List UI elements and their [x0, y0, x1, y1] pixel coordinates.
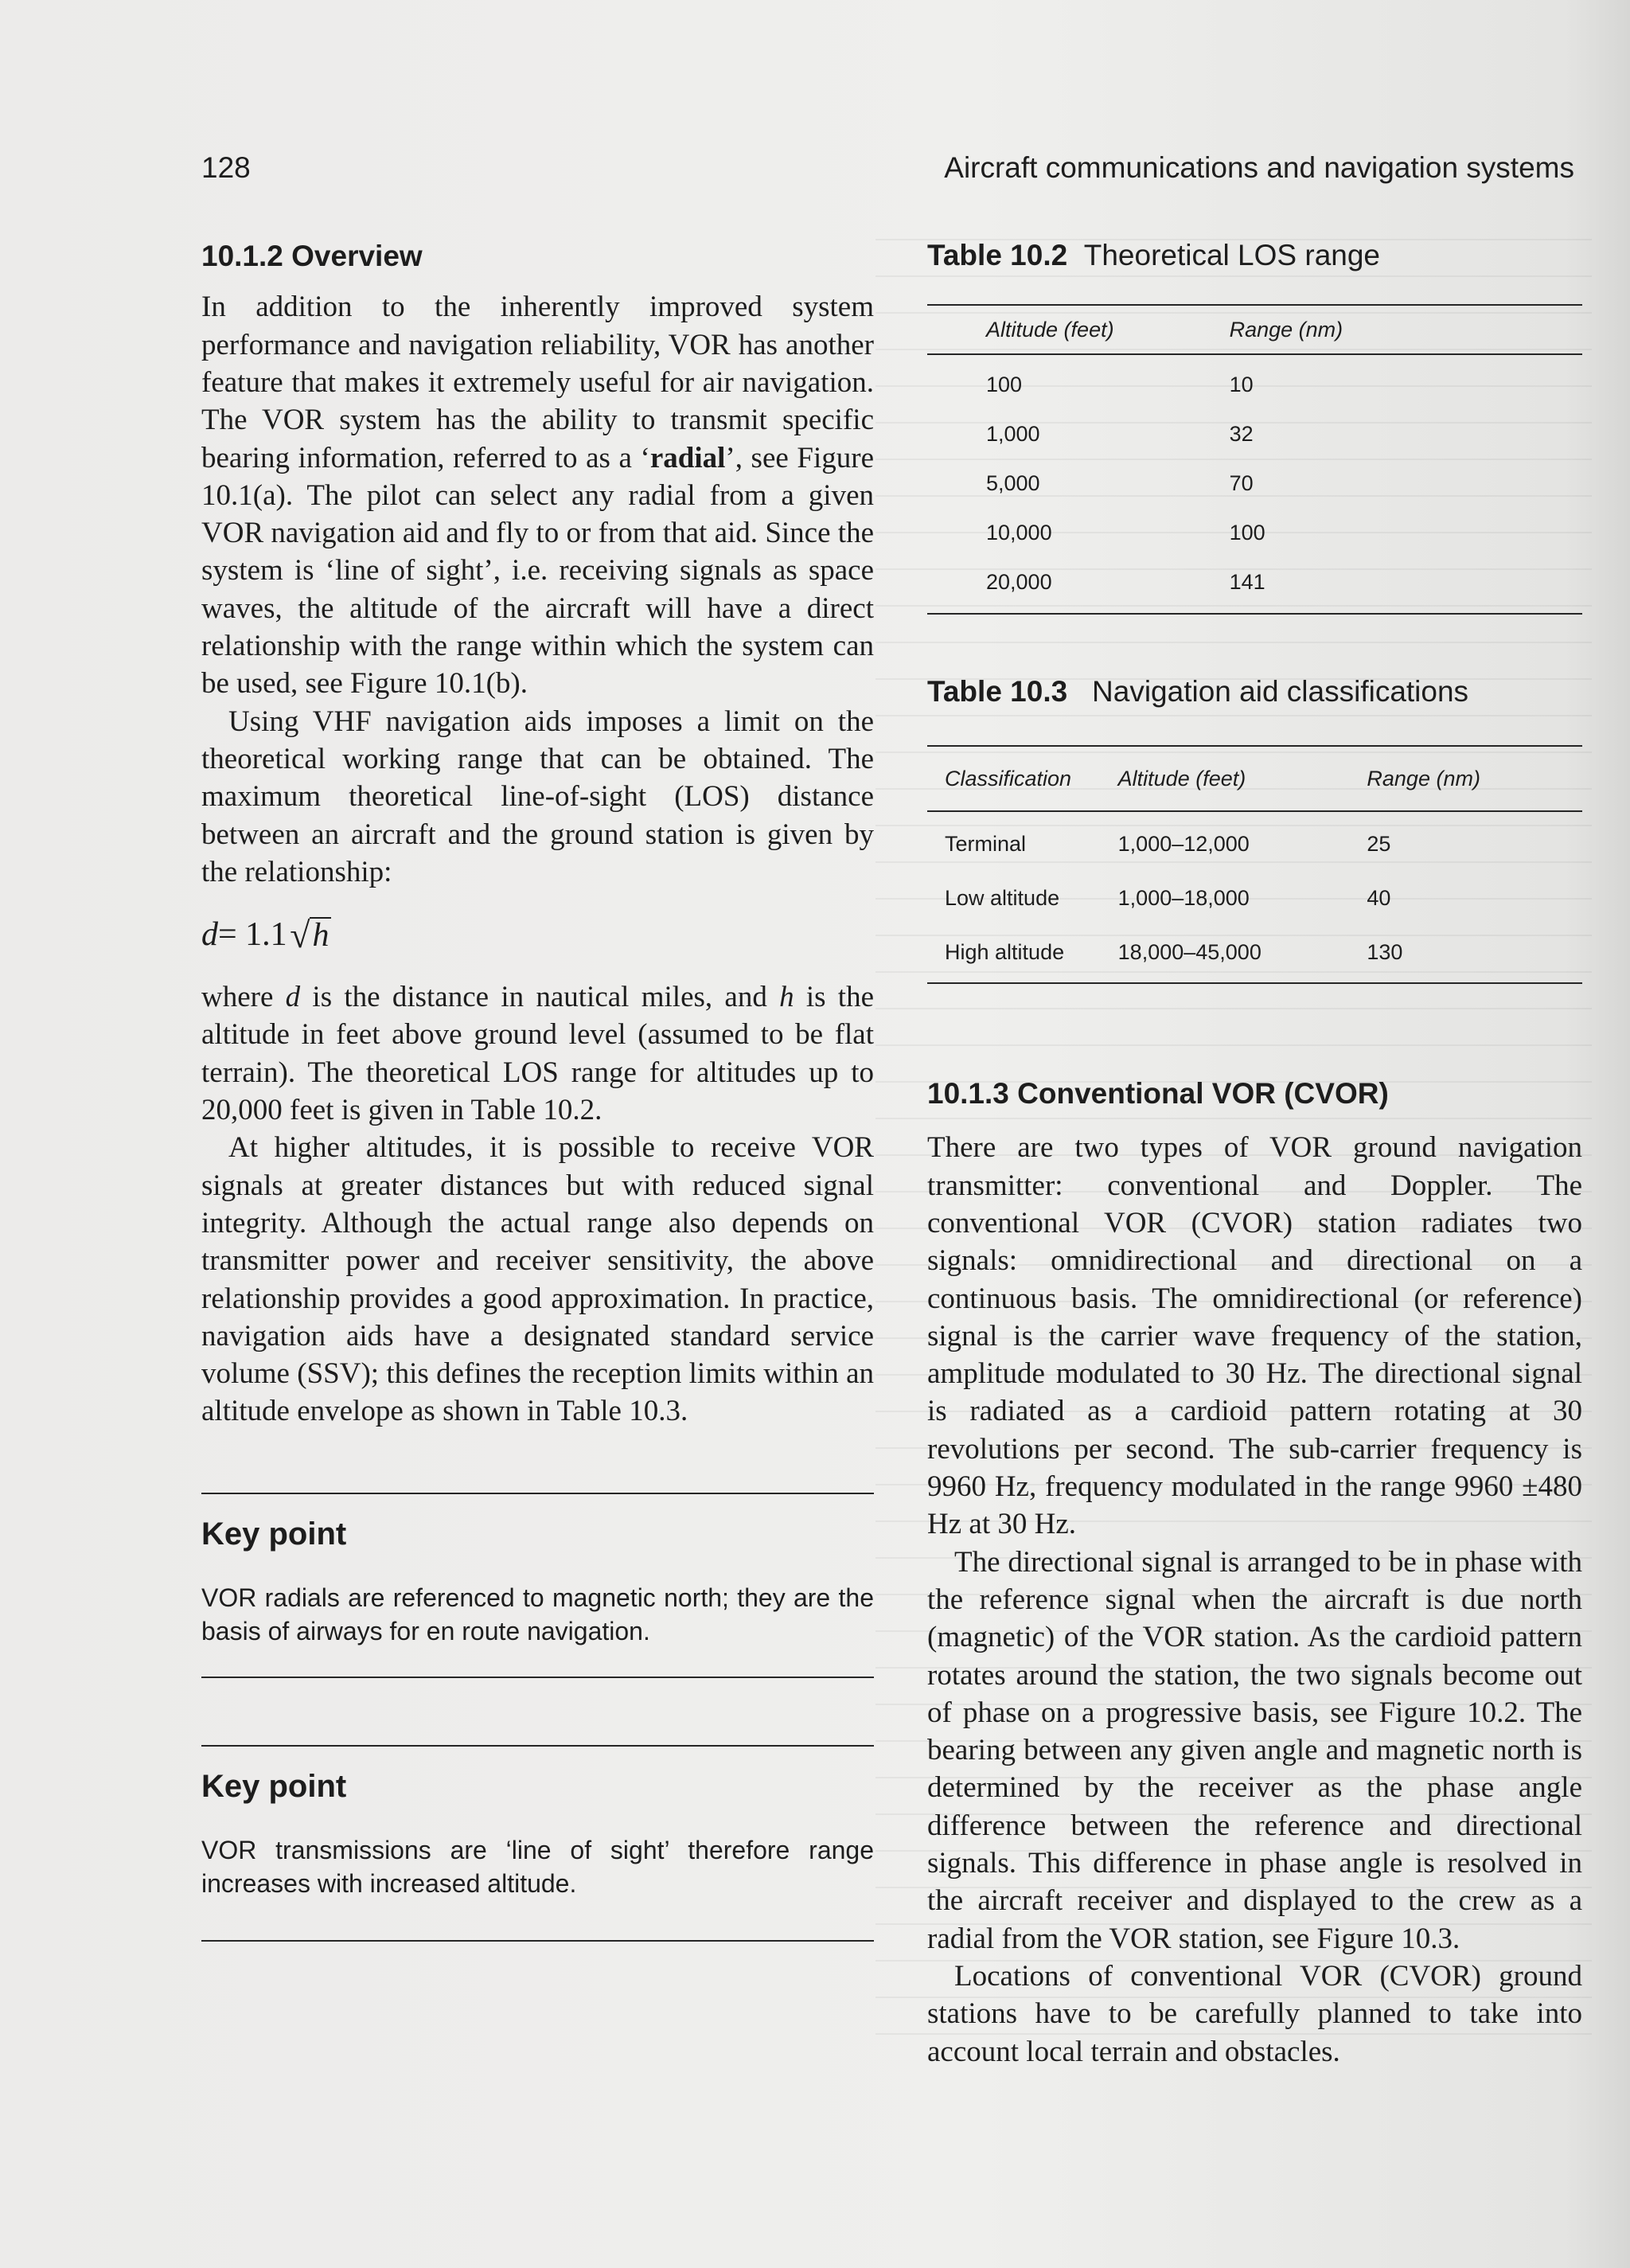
table-row: 5,000 70 [986, 470, 1254, 495]
paragraph: The directional signal is arranged to be in phase with the reference signal when the aircraft is due north (magnetic) of the VOR station. As the cardioid pattern rotates around the station, the two signals become out of phase on a progressive basis, see Figure 10.2. The bearing between any given angle and magnetic north is determined by the receiver as the phase angle difference between the reference and directional signals. This difference in phase angle is resolved in the aircraft receiver and displayed to the crew as a radial from the VOR station, see Figure 10.3. [927, 1545, 1582, 1955]
running-title: Aircraft communications and navigation systems [944, 151, 1574, 184]
left-column [201, 239, 874, 1942]
table-row: High altitude 18,000–45,000 130 [945, 939, 1403, 964]
table-row: 1,000 32 [986, 421, 1254, 446]
paragraph: Using VHF navigation aids imposes a limit on the theoretical working range that can be obtained. The maximum theoretical line-of-sight (LOS) distance between an aircraft and the ground station is given by the relationship: [201, 705, 874, 888]
paragraph: Locations of conventional VOR (CVOR) ground stations have to be carefully planned to take into account local terrain and obstacles. [927, 1959, 1582, 2068]
divider [927, 810, 1582, 812]
divider [201, 1940, 874, 1942]
table-row: 10,000 100 [986, 520, 1265, 545]
table-los-range [927, 304, 1582, 615]
table-navaid-classes [927, 745, 1582, 984]
paragraph: In addition to the inherently improved system performance and navigation reliability, VOR has another feature that makes it extremely useful for air navigation. The VOR system has the ability to transmit specific bearing information, referred to as a ‘radial’, see Figure 10.1(a). The pilot can select any radial from a given VOR navigation aid and fly to or from that aid. Since the system is ‘line of sight’, i.e. receiving signals as space waves, the altitude of the aircraft will have a direct relationship with the range within which the system can be used, see Figure 10.1(b). [201, 291, 874, 701]
paragraph: At higher altitudes, it is possible to receive VOR signals at greater distances but with reduced signal integrity. Although the actual range also depends on transmitter power and receiver sensitivity, the above relationship provides a good approximation. In practice, navigation aids have a designated standard service volume (SSV); this defines the reception limits within an altitude envelope as shown in Table 10.3. [201, 1131, 874, 1428]
equation: d = 1.1 √ h [201, 891, 874, 978]
column-header: Range (nm) [1367, 766, 1480, 790]
table-row: 20,000 141 [986, 569, 1265, 594]
right-column [927, 239, 1582, 2071]
key-point-text: VOR radials are referenced to magnetic north; they are the basis of airways for en route navigation. [201, 1583, 874, 1645]
column-header: Classification [945, 766, 1072, 790]
paragraph: where d is the distance in nautical miles, and h is the altitude in feet above ground level (assumed to be flat terrain). The theoretical LOS range for altitudes up to 20,000 feet is given in Table 10.2. [201, 981, 875, 1127]
column-header: Range (nm) [1229, 317, 1343, 342]
table-row: 100 10 [986, 372, 1254, 396]
divider [201, 1493, 874, 1494]
section-title-cvor: 10.1.3 Conventional VOR (CVOR) [927, 1077, 1389, 1110]
key-point-box [201, 1745, 874, 1942]
table-row: Low altitude 1,000–18,000 40 [945, 885, 1391, 910]
table-caption: Table 10.3 Navigation aid classifications [927, 675, 1469, 708]
divider [201, 1745, 874, 1747]
table-header-row [927, 306, 1582, 353]
key-point-box [201, 1493, 874, 1678]
divider [927, 982, 1582, 984]
section-title-overview: 10.1.2 Overview [201, 240, 423, 272]
page-number: 128 [201, 151, 251, 184]
divider [201, 1677, 874, 1678]
table-caption: Table 10.2 Theoretical LOS range [927, 239, 1381, 271]
table-header-row [927, 747, 1582, 810]
divider [927, 353, 1582, 355]
paragraph: There are two types of VOR ground navigation transmitter: conventional and Doppler. The conventional VOR (CVOR) station radiates two signals: omnidirectional and directional on a continuous basis. The omnidirectional (or reference) signal is the carrier wave frequency of the station, amplitude modulated to 30 Hz. The directional signal is radiated as a cardioid pattern rotating at 30 revolutions per second. The sub-carrier frequency is 9960 Hz, frequency modulated in the range 9960 ±480 Hz at 30 Hz. [927, 1131, 1582, 1541]
divider [927, 613, 1582, 615]
column-header: Altitude (feet) [1117, 766, 1246, 790]
key-point-title: Key point [201, 1516, 347, 1552]
column-header: Altitude (feet) [986, 317, 1114, 342]
table-row: Terminal 1,000–12,000 25 [945, 831, 1391, 856]
key-point-text: VOR transmissions are ‘line of sight’ therefore range increases with increased altitude. [201, 1835, 874, 1898]
key-point-title: Key point [201, 1768, 347, 1804]
